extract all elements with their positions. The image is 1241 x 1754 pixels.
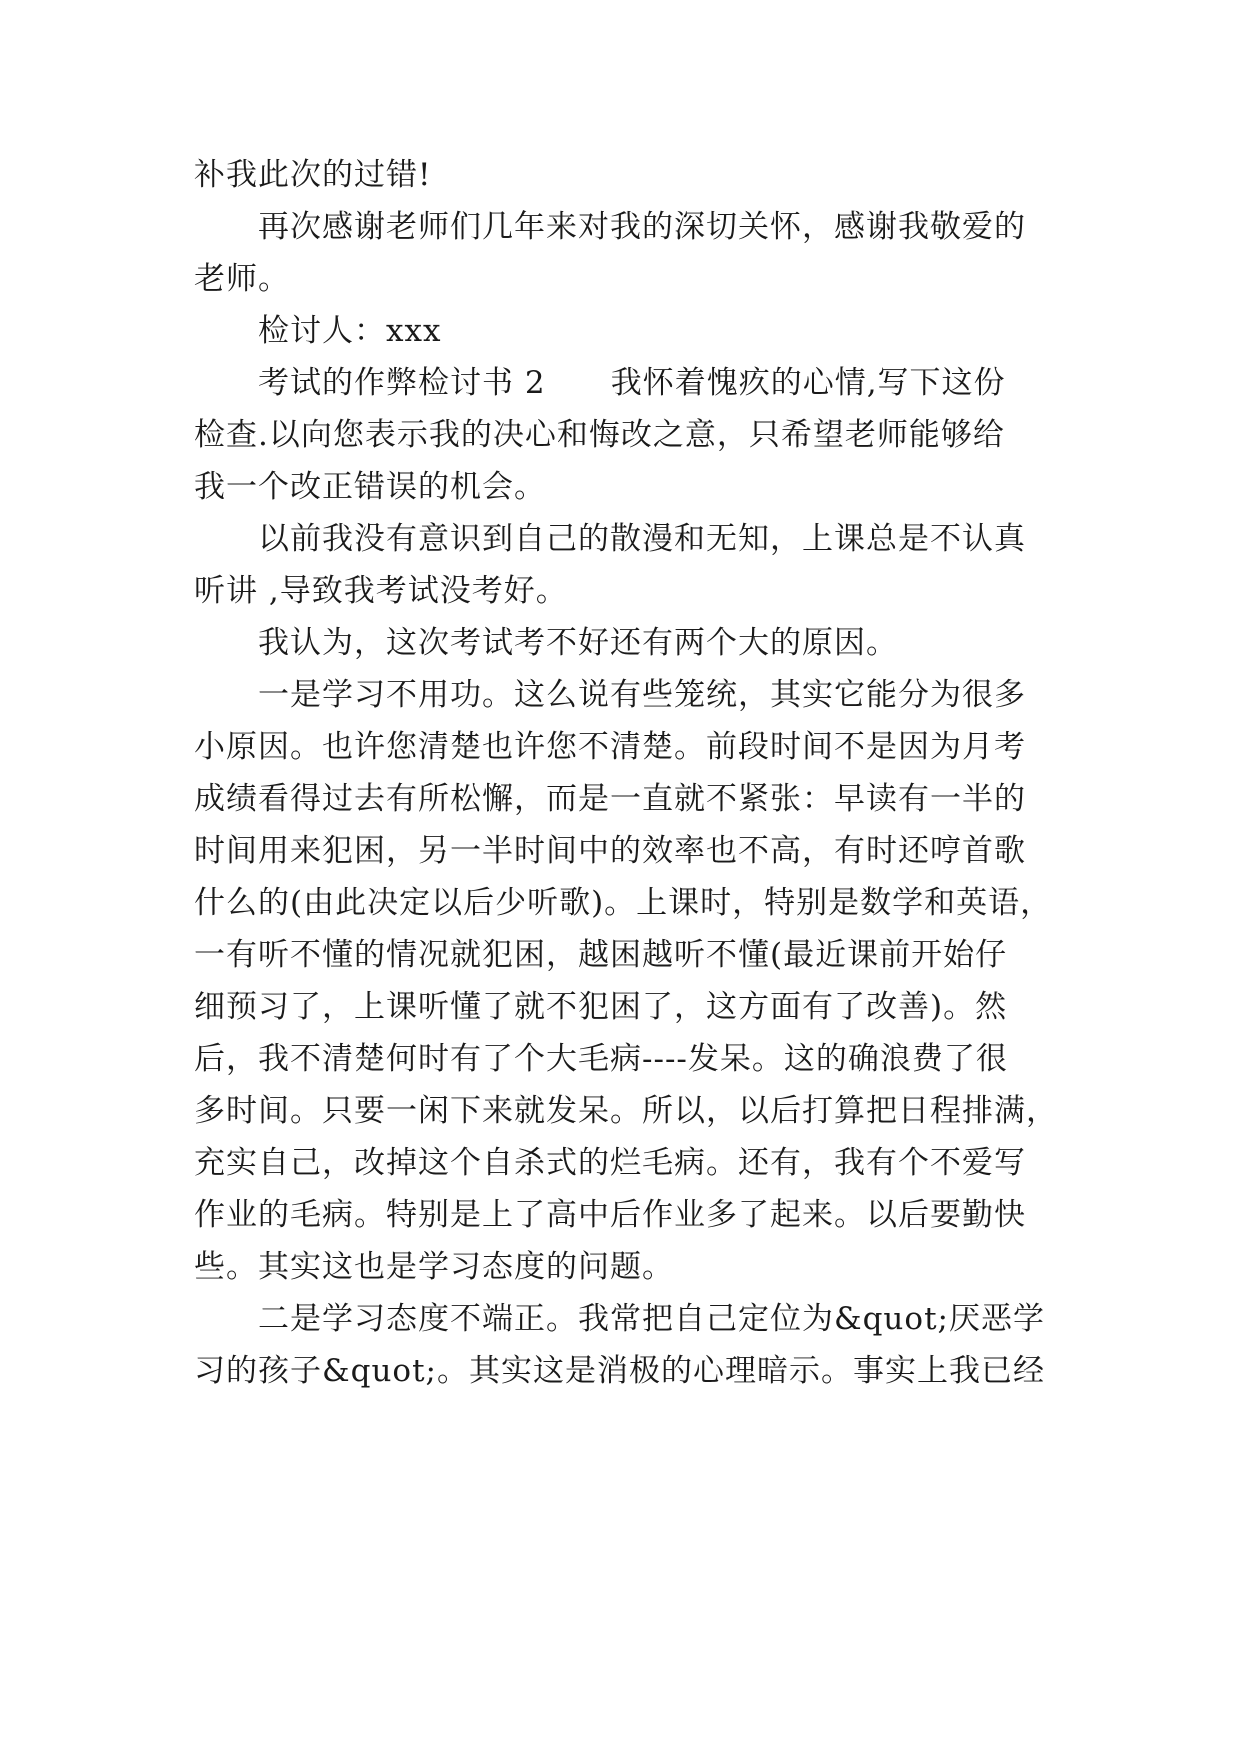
text-line: 二是学习态度不端正。我常把自己定位为&quot;厌恶学 bbox=[258, 1301, 1045, 1337]
text-line: 时间用来犯困，另一半时间中的效率也不高，有时还哼首歌 bbox=[194, 833, 1026, 869]
text-line: 成绩看得过去有所松懈，而是一直就不紧张：早读有一半的 bbox=[194, 781, 1026, 817]
section-title-line: 考试的作弊检讨书 2 我怀着愧疚的心情,写下这份 bbox=[258, 365, 1006, 401]
text-line: 后，我不清楚何时有了个大毛病----发呆。这的确浪费了很 bbox=[194, 1041, 1008, 1077]
text-line: 以前我没有意识到自己的散漫和无知，上课总是不认真 bbox=[258, 521, 1026, 557]
signature-line: 检讨人：xxx bbox=[258, 313, 442, 349]
text-line: 检查.以向您表示我的决心和悔改之意，只希望老师能够给 bbox=[194, 417, 1005, 453]
text-line: 我一个改正错误的机会。 bbox=[194, 469, 546, 505]
text-line: 小原因。也许您清楚也许您不清楚。前段时间不是因为月考 bbox=[194, 729, 1026, 765]
text-line: 充实自己，改掉这个自杀式的烂毛病。还有，我有个不爱写 bbox=[194, 1145, 1026, 1181]
text-line: 什么的(由此决定以后少听歌)。上课时，特别是数学和英语， bbox=[194, 885, 1053, 921]
text-line: 听讲 ,导致我考试没考好。 bbox=[194, 573, 568, 609]
text-line: 细预习了，上课听懂了就不犯困了，这方面有了改善)。然 bbox=[194, 989, 1008, 1025]
text-line: 作业的毛病。特别是上了高中后作业多了起来。以后要勤快 bbox=[194, 1197, 1026, 1233]
text-line: 一有听不懂的情况就犯困，越困越听不懂(最近课前开始仔 bbox=[194, 937, 1008, 973]
text-line: 习的孩子&quot;。其实这是消极的心理暗示。事实上我已经 bbox=[194, 1353, 1045, 1389]
text-line: 一是学习不用功。这么说有些笼统，其实它能分为很多 bbox=[258, 677, 1026, 713]
text-line: 些。其实这也是学习态度的问题。 bbox=[194, 1249, 674, 1285]
text-line: 补我此次的过错! bbox=[194, 157, 432, 193]
text-line: 老师。 bbox=[194, 261, 290, 297]
text-line: 多时间。只要一闲下来就发呆。所以，以后打算把日程排满， bbox=[194, 1093, 1058, 1129]
text-line: 再次感谢老师们几年来对我的深切关怀，感谢我敬爱的 bbox=[258, 209, 1026, 245]
text-line: 我认为，这次考试考不好还有两个大的原因。 bbox=[258, 625, 898, 661]
